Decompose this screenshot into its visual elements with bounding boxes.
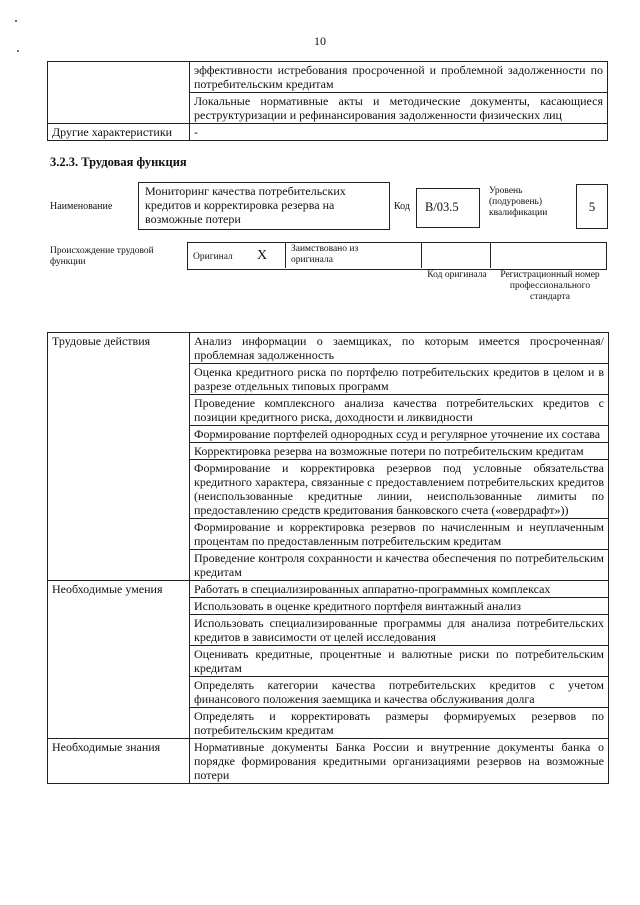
level-box: [576, 184, 608, 229]
labor-action-group-label: Трудовые действия: [48, 333, 190, 581]
other-characteristics-label: Другие характеристики: [48, 124, 190, 141]
labor-action-item: Оценка кредитного риска по портфелю потребительских кредитов в целом и в разрезе отдельных типовых программ: [190, 364, 609, 395]
skill-item: Использовать специализированные программы для анализа потребительских кредитов в зависимости от целей исследования: [190, 615, 609, 646]
continued-text-cell: эффективности истребования просроченной и проблемной задолженности по потребительским кредитам: [190, 62, 608, 93]
function-name-value: Мониторинг качества потребительских кредитов и корректировка резерва на возможные потери: [145, 184, 346, 226]
top-characteristics-table: [47, 61, 608, 141]
table-row: [48, 581, 609, 598]
labor-action-item: Формирование и корректировка резервов под условные обязательства кредитного характера, связанные с предоставлением потребительских кредитов (неиспользованные кредитные линии, неиспользованные лимиты по предоставлению средств кредитования банковского счета («овердрафт»)): [190, 460, 609, 519]
labor-action-item: Проведение контроля сохранности и качества обеспечения по потребительским кредитам: [190, 550, 609, 581]
reg-number-label: Регистрационный номер профессионального стандарта: [500, 270, 600, 302]
labor-action-item: Анализ информации о заемщиках, по которым имеется просроченная/проблемная задолженность: [190, 333, 609, 364]
labor-action-item: Корректировка резерва на возможные потери по потребительским кредитам: [190, 443, 609, 460]
table-row: [48, 739, 609, 784]
name-label: Наименование: [50, 201, 113, 212]
code-original-label: Код оригинала: [427, 270, 487, 280]
borrowed-label: Заимствовано из оригинала: [291, 244, 359, 265]
labor-action-item: Формирование и корректировка резервов по начисленным и неуплаченным процентам по предоставленным потребительским кредитам: [190, 519, 609, 550]
origin-divider: [490, 242, 491, 268]
page-number: 10: [314, 34, 326, 48]
original-label: Оригинал: [193, 252, 233, 262]
labor-action-item: Проведение комплексного анализа качества потребительских кредитов с позиции кредитного риска, доходности и ликвидности: [190, 395, 609, 426]
skill-item: Оценивать кредитные, процентные и валютные риски по потребительским кредитам: [190, 646, 609, 677]
function-code-value: B/03.5: [425, 200, 459, 214]
function-name-box: [138, 182, 390, 230]
skill-item: Определять категории качества потребительских кредитов с учетом финансового положения заемщика и качества обслуживания долга: [190, 677, 609, 708]
skill-item: Использовать в оценке кредитного портфеля винтажный анализ: [190, 598, 609, 615]
skill-item: Определять и корректировать размеры формируемых резервов по потребительским кредитам: [190, 708, 609, 739]
origin-divider: [421, 242, 422, 268]
empty-label-cell: [48, 62, 190, 124]
skill-item: Работать в специализированных аппаратно-программных комплексах: [190, 581, 609, 598]
table-row: [48, 333, 609, 364]
margin-dot: [17, 50, 19, 52]
level-label: Уровень (подуровень) квалификации: [489, 186, 548, 218]
other-characteristics-value: -: [190, 124, 608, 141]
code-label: Код: [394, 201, 410, 212]
labor-action-item: Формирование портфелей однородных ссуд и регулярное уточнение их состава: [190, 426, 609, 443]
normative-acts-cell: Локальные нормативные акты и методические документы, касающиеся реструктуризации и рефинансирования задолженности физических лиц: [190, 93, 608, 124]
knowledge-group-label: Необходимые знания: [48, 739, 190, 784]
level-value: 5: [588, 199, 596, 214]
section-title: 3.2.3. Трудовая функция: [50, 155, 187, 169]
margin-dot: [15, 20, 17, 22]
function-code-box: [416, 188, 480, 228]
origin-divider: [285, 242, 286, 268]
labor-function-table: [47, 332, 609, 784]
knowledge-item: Нормативные документы Банка России и внутренние документы банка о порядке формирования кредитными организациями резервов на возможные потери: [190, 739, 609, 784]
original-mark: X: [257, 248, 268, 263]
origin-label: Происхождение трудовой функции: [50, 246, 154, 267]
skill-group-label: Необходимые умения: [48, 581, 190, 739]
